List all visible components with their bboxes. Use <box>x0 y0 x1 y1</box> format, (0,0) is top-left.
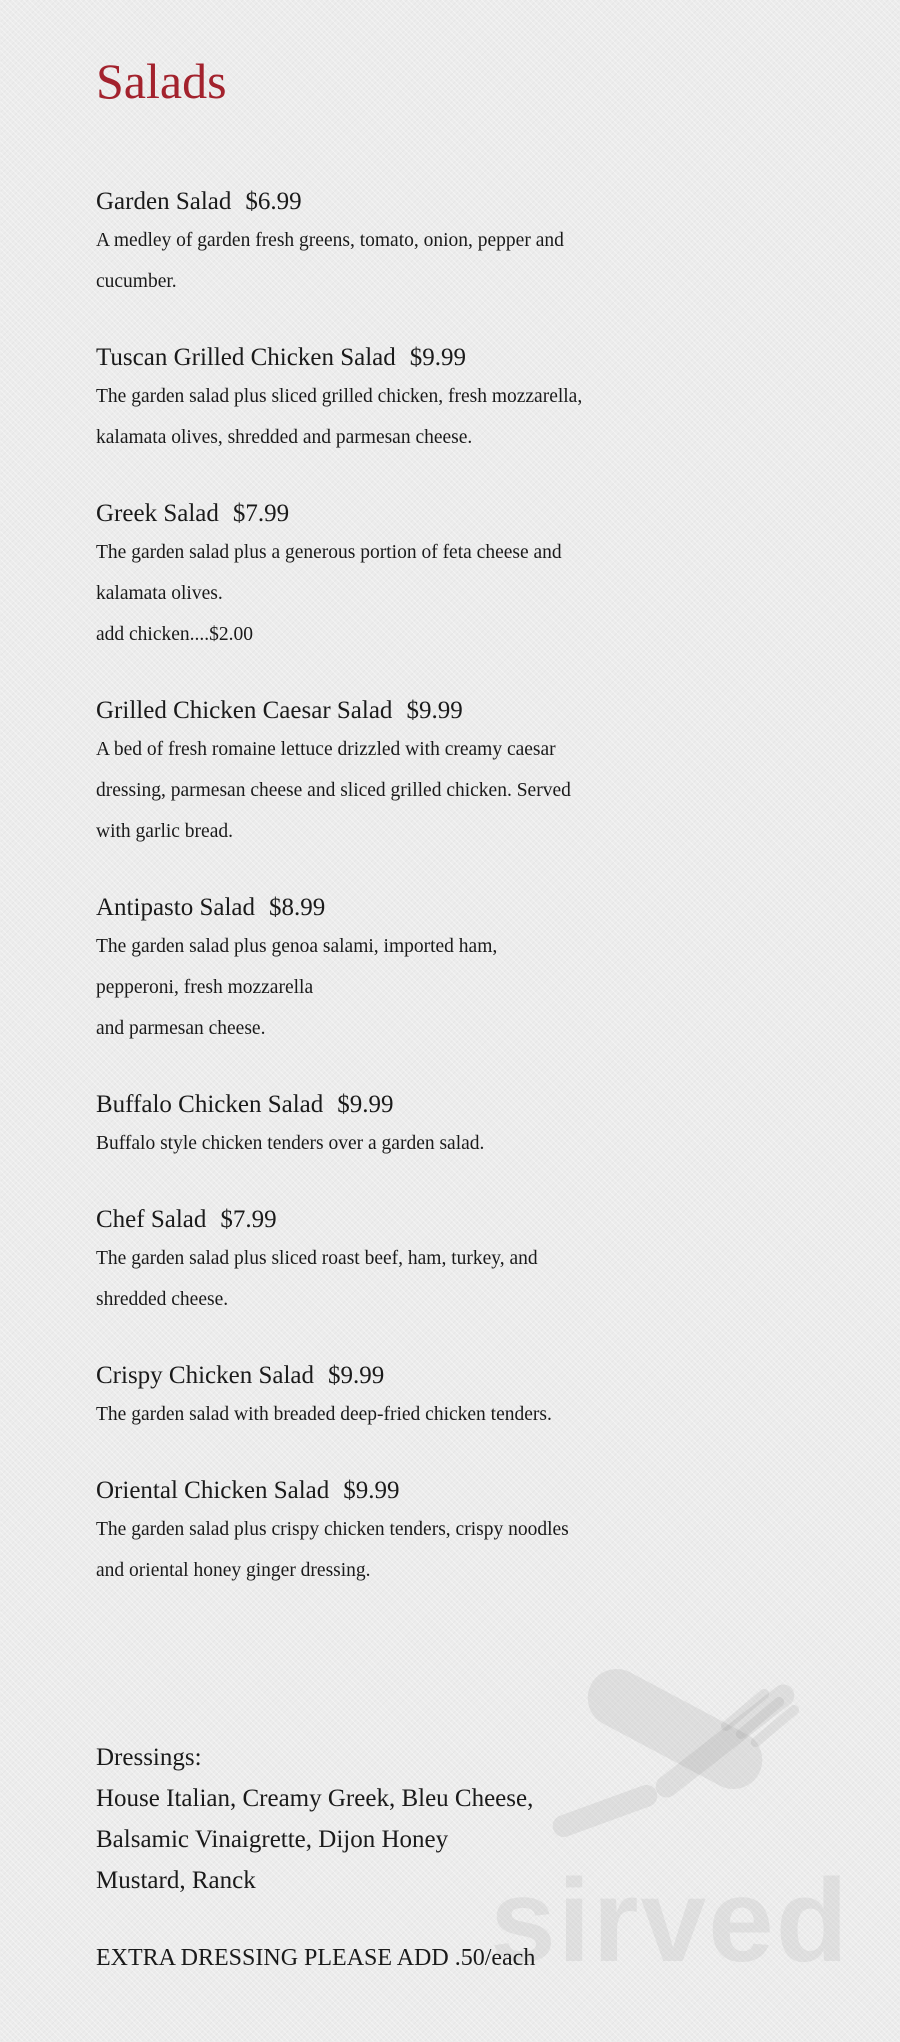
description-line: kalamata olives, shredded and parmesan cheese. <box>96 427 473 448</box>
item-header <box>96 890 816 926</box>
extra-dressing-note: EXTRA DRESSING PLEASE ADD .50/each <box>96 1945 536 1971</box>
page-title: Salads <box>96 53 227 109</box>
menu-item <box>96 496 816 655</box>
menu-item <box>96 693 816 852</box>
item-name: Greek Salad <box>96 500 219 527</box>
item-description <box>96 1238 696 1320</box>
item-description <box>96 1123 696 1164</box>
item-header <box>96 693 816 729</box>
description-line: The garden salad plus sliced roast beef, ham, turkey, and <box>96 1248 538 1269</box>
dressings-heading: Dressings: <box>96 1744 202 1771</box>
description-line: The garden salad plus sliced grilled chicken, fresh mozzarella, <box>96 386 583 407</box>
menu-item <box>96 340 816 458</box>
dressings-line: Balsamic Vinaigrette, Dijon Honey <box>96 1826 449 1853</box>
item-header <box>96 1087 816 1123</box>
item-header <box>96 184 816 220</box>
dressings-section <box>96 1737 696 1901</box>
item-description <box>96 729 696 852</box>
item-description <box>96 532 696 655</box>
item-header <box>96 1202 816 1238</box>
item-price: $9.99 <box>343 1477 400 1504</box>
salad-list <box>96 184 816 1629</box>
description-line: cucumber. <box>96 271 177 292</box>
menu-item <box>96 184 816 302</box>
item-name: Grilled Chicken Caesar Salad <box>96 697 393 724</box>
item-name: Chef Salad <box>96 1206 207 1233</box>
menu-item <box>96 1473 816 1591</box>
item-name: Tuscan Grilled Chicken Salad <box>96 344 396 371</box>
description-line: shredded cheese. <box>96 1289 229 1310</box>
item-header <box>96 1358 816 1394</box>
dressings-line: Mustard, Ranck <box>96 1867 256 1894</box>
menu-item <box>96 1202 816 1320</box>
item-description <box>96 220 696 302</box>
description-line: The garden salad with breaded deep-fried chicken tenders. <box>96 1404 552 1425</box>
item-name: Crispy Chicken Salad <box>96 1362 315 1389</box>
item-price: $7.99 <box>220 1206 277 1233</box>
item-name: Garden Salad <box>96 188 232 215</box>
item-price: $9.99 <box>409 344 466 371</box>
item-header <box>96 496 816 532</box>
description-line: Buffalo style chicken tenders over a garden salad. <box>96 1133 485 1154</box>
watermark-text: sirved <box>490 1855 850 1987</box>
item-description <box>96 1394 696 1435</box>
item-description <box>96 1509 696 1591</box>
item-header <box>96 340 816 376</box>
item-description <box>96 376 696 458</box>
description-line: pepperoni, fresh mozzarella <box>96 977 314 998</box>
item-price: $6.99 <box>245 188 302 215</box>
item-name: Antipasto Salad <box>96 894 256 921</box>
description-line: A bed of fresh romaine lettuce drizzled with creamy caesar <box>96 739 556 760</box>
item-description <box>96 926 696 1049</box>
item-price: $9.99 <box>406 697 463 724</box>
description-line: The garden salad plus a generous portion of feta cheese and <box>96 542 562 563</box>
description-line: The garden salad plus genoa salami, imported ham, <box>96 936 498 957</box>
item-price: $7.99 <box>232 500 290 527</box>
menu-item <box>96 1087 816 1164</box>
item-name: Oriental Chicken Salad <box>96 1477 330 1504</box>
menu-item <box>96 890 816 1049</box>
description-line: A medley of garden fresh greens, tomato, onion, pepper and <box>96 230 564 251</box>
description-line: The garden salad plus crispy chicken tenders, crispy noodles <box>96 1519 569 1540</box>
description-line: with garlic bread. <box>96 821 233 842</box>
item-price: $9.99 <box>328 1362 385 1389</box>
description-line: and parmesan cheese. <box>96 1018 266 1039</box>
dressings-line: House Italian, Creamy Greek, Bleu Cheese, <box>96 1785 534 1812</box>
item-name: Buffalo Chicken Salad <box>96 1091 324 1118</box>
item-price: $8.99 <box>269 894 326 921</box>
menu-item <box>96 1358 816 1435</box>
description-line: dressing, parmesan cheese and sliced grilled chicken. Served <box>96 780 571 801</box>
description-line: and oriental honey ginger dressing. <box>96 1560 371 1581</box>
item-price: $9.99 <box>337 1091 394 1118</box>
item-header <box>96 1473 816 1509</box>
description-line: kalamata olives. <box>96 583 223 604</box>
description-line: add chicken....$2.00 <box>96 624 254 645</box>
